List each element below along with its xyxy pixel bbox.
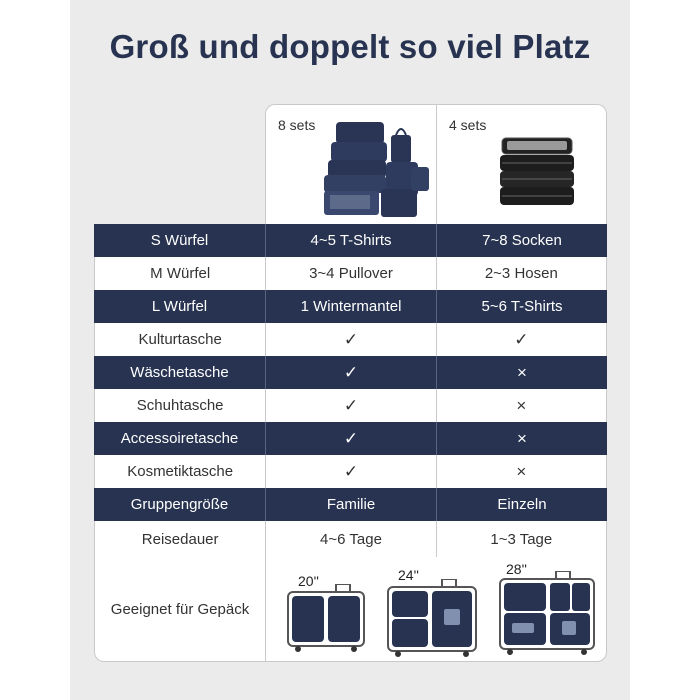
suitcase-24-icon (386, 579, 478, 657)
row-value-4-sets: 2~3 Hosen (436, 257, 606, 290)
size-label-20: 20'' (298, 573, 319, 589)
row-label: Accessoiretasche (120, 430, 239, 447)
row-value-8-sets: 1 Wintermantel (265, 290, 436, 323)
row-value-8-sets: 4~6 Tage (265, 521, 435, 557)
check-icon: ✓ (436, 323, 606, 356)
row-label: Gruppengröße (130, 496, 229, 513)
row-value-8-sets: 4~5 T-Shirts (265, 224, 436, 257)
row-label: Wäschetasche (130, 364, 229, 381)
suitcase-20-icon (286, 584, 366, 652)
row-value-8-sets: 3~4 Pullover (265, 257, 435, 290)
header-4-sets (436, 104, 607, 224)
row-label: Kulturtasche (138, 331, 222, 348)
size-label-28: 28'' (506, 561, 527, 577)
luggage-row (94, 557, 607, 662)
row-value-4-sets: 7~8 Socken (436, 224, 607, 257)
table-row (94, 389, 607, 422)
luggage-illustrations (265, 557, 606, 661)
size-label-24: 24'' (398, 567, 419, 583)
page-title: Groß und doppelt so viel Platz (109, 28, 591, 65)
set-label-4: 4 sets (449, 117, 487, 133)
table-row (94, 290, 607, 323)
row-value-4-sets: 1~3 Tage (436, 521, 606, 557)
suitcase-28-icon (498, 571, 596, 655)
row-label: M Würfel (150, 265, 211, 282)
table-row (94, 455, 607, 488)
cross-icon: × (436, 455, 606, 488)
row-value-8-sets: Familie (265, 488, 436, 521)
row-value-4-sets: Einzeln (436, 488, 607, 521)
table-row (94, 521, 607, 557)
check-icon: ✓ (265, 323, 435, 356)
table-row (94, 323, 607, 356)
header-8-sets (265, 104, 436, 224)
table-row (94, 422, 607, 455)
table-row (94, 356, 607, 389)
row-label: Kosmetiktasche (127, 463, 234, 480)
row-label: Reisedauer (141, 530, 219, 548)
luggage-label: Geeignet für Gepäck (110, 600, 250, 618)
table-row (94, 257, 607, 290)
row-label: L Würfel (151, 298, 208, 315)
check-icon: ✓ (265, 422, 436, 455)
row-label: S Würfel (150, 232, 209, 249)
table-row (94, 224, 607, 257)
row-value-4-sets: 5~6 T-Shirts (436, 290, 607, 323)
packing-cubes-4-set-image (492, 133, 582, 213)
row-label: Schuhtasche (136, 397, 224, 414)
set-label-8: 8 sets (278, 117, 316, 133)
cross-icon: × (436, 356, 607, 389)
table-row (94, 488, 607, 521)
check-icon: ✓ (265, 389, 435, 422)
check-icon: ✓ (265, 356, 436, 389)
packing-cubes-8-set-image (316, 117, 436, 222)
cross-icon: × (436, 422, 607, 455)
check-icon: ✓ (265, 455, 435, 488)
cross-icon: × (436, 389, 606, 422)
